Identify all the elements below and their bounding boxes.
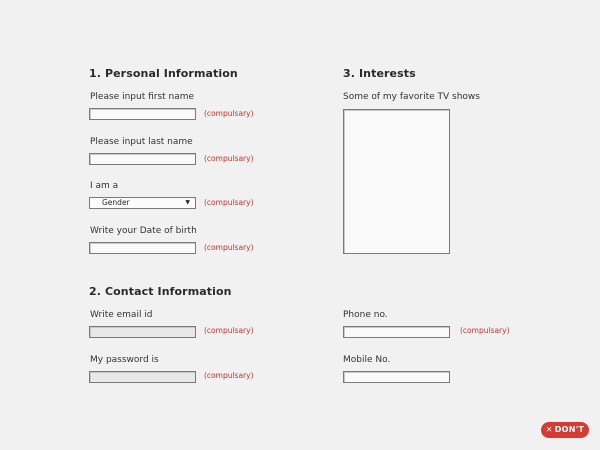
caret-down-icon: ▼ xyxy=(185,199,190,206)
first-name-required-note: (compulsary) xyxy=(204,109,254,118)
email-required-note: (compulsary) xyxy=(204,326,254,335)
dob-input[interactable] xyxy=(89,242,196,254)
gender-required-note: (compulsary) xyxy=(204,198,254,207)
dob-required-note: (compulsary) xyxy=(204,243,254,252)
personal-info-title: 1. Personal Information xyxy=(89,67,238,80)
mobile-label: Mobile No. xyxy=(343,355,391,365)
close-icon: ✕ xyxy=(545,425,553,434)
gender-label: I am a xyxy=(90,181,119,191)
password-required-note: (compulsary) xyxy=(204,371,254,380)
last-name-label: Please input last name xyxy=(90,137,193,147)
contact-info-title: 2. Contact Information xyxy=(89,285,232,298)
first-name-input[interactable] xyxy=(89,108,196,120)
first-name-label: Please input first name xyxy=(90,92,195,102)
dont-badge xyxy=(541,422,589,438)
gender-select[interactable] xyxy=(89,197,196,209)
phone-input[interactable] xyxy=(343,326,450,338)
phone-required-note: (compulsary) xyxy=(460,326,510,335)
email-input[interactable] xyxy=(89,326,196,338)
tv-shows-label: Some of my favorite TV shows xyxy=(343,92,480,102)
last-name-required-note: (compulsary) xyxy=(204,154,254,163)
last-name-input[interactable] xyxy=(89,153,196,165)
password-label: My password is xyxy=(90,355,159,365)
gender-selected-value: Gender xyxy=(102,198,130,207)
dont-badge-label: DON'T xyxy=(554,425,585,434)
password-input[interactable] xyxy=(89,371,196,383)
phone-label: Phone no. xyxy=(343,310,388,320)
tv-shows-textarea[interactable] xyxy=(343,109,450,254)
interests-title: 3. Interests xyxy=(343,67,416,80)
mobile-input[interactable] xyxy=(343,371,450,383)
email-label: Write email id xyxy=(90,310,153,320)
dob-label: Write your Date of birth xyxy=(90,226,197,236)
